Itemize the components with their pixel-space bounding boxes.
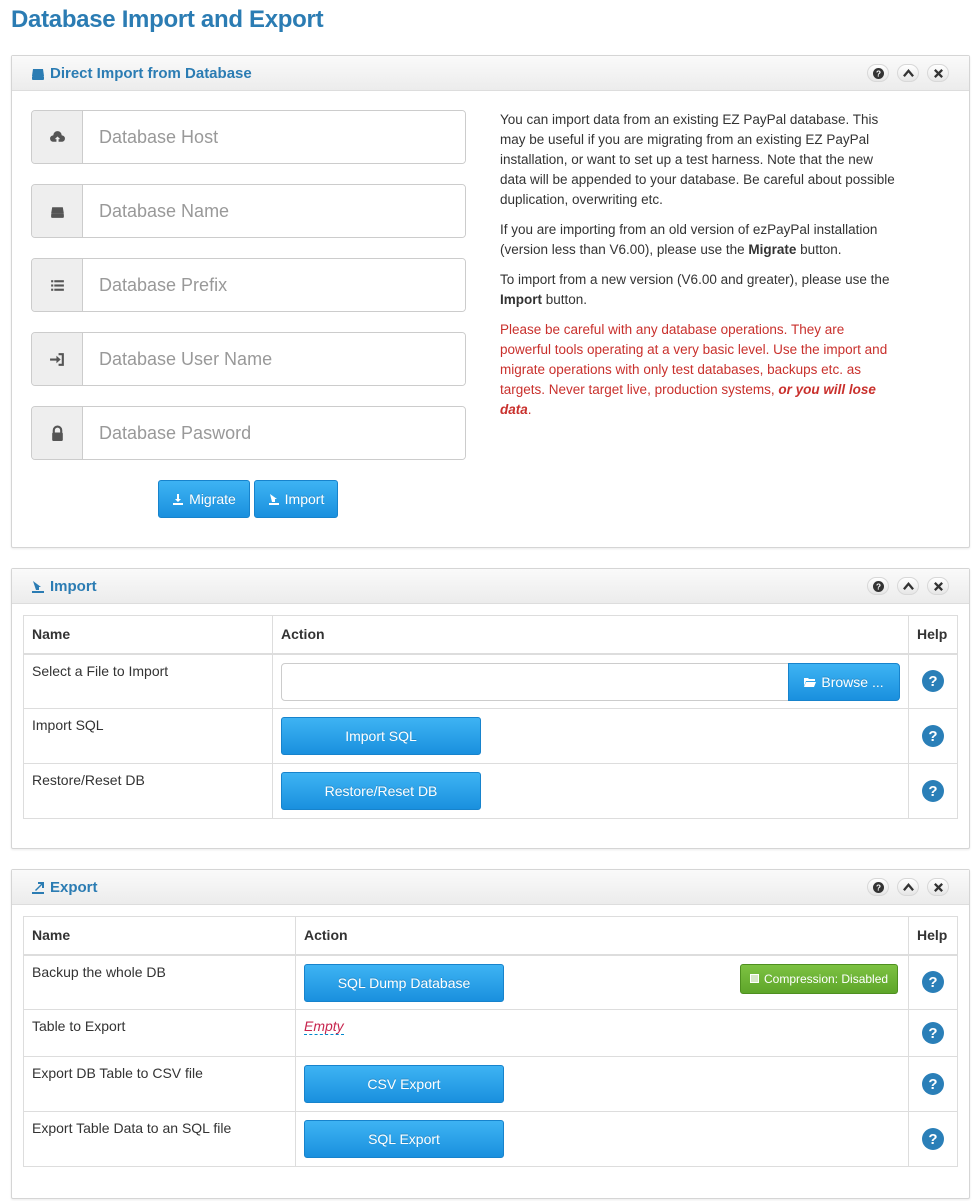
panel-title-text: Import (50, 578, 97, 595)
button-label: CSV Export (367, 1076, 441, 1092)
help-paragraph: You can import data from an existing EZ PayPal database. This may be useful if you are migrating from an existing EZ PayPal installation, or want to set up a test harness. Note that the new data will be appended to your database. Be careful about possible duplication, overwriting etc. (500, 112, 895, 207)
list-icon (49, 277, 66, 294)
column-header: Name (24, 616, 273, 654)
panel-title-text: Export (50, 879, 98, 896)
browse-button[interactable] (788, 663, 900, 701)
close-icon (933, 581, 944, 592)
button-label: SQL Dump Database (337, 974, 471, 991)
db-name-input[interactable] (83, 185, 465, 237)
direct-import-help (500, 110, 895, 430)
migrate-label: Migrate (189, 491, 236, 507)
help-icon[interactable]: ? (922, 780, 944, 802)
table-row (24, 955, 958, 1010)
close-tool-button[interactable] (927, 878, 949, 896)
help-tool-button[interactable] (867, 577, 889, 595)
file-path-input[interactable] (281, 663, 789, 701)
help-icon[interactable]: ? (922, 971, 944, 993)
warning-paragraph: Please be careful with any database operations. They are powerful tools operating at a very basic level. Use the import and migrate operations with only test databases, backups etc. as targets. Never target live, production systems, or you will lose data. (500, 322, 888, 417)
migrate-button[interactable] (158, 480, 250, 518)
db-password-group (31, 406, 466, 460)
panel-header (12, 569, 969, 604)
db-prefix-group (31, 258, 466, 312)
direct-import-panel (11, 55, 970, 548)
button-label: Import SQL (345, 728, 417, 744)
db-user-input[interactable] (83, 333, 465, 385)
column-header: Action (273, 616, 909, 654)
help-icon[interactable]: ? (922, 725, 944, 747)
checkbox-icon (750, 974, 759, 983)
download-icon (172, 493, 184, 505)
db-password-input[interactable] (83, 407, 465, 459)
collapse-tool-button[interactable] (897, 64, 919, 82)
db-host-input[interactable] (83, 111, 465, 163)
row-name: Restore/Reset DB (24, 764, 273, 819)
question-icon (873, 882, 884, 893)
import-button[interactable] (254, 480, 338, 518)
import-table (23, 615, 958, 819)
close-icon (933, 882, 944, 893)
import-sql-button[interactable] (281, 717, 481, 755)
button-label: Restore/Reset DB (324, 783, 438, 799)
svg-text:?: ? (875, 882, 881, 892)
row-name: Backup the whole DB (24, 955, 296, 1010)
hdd-icon (31, 67, 45, 81)
export-icon (31, 881, 45, 895)
row-name: Export DB Table to CSV file (24, 1057, 296, 1112)
import-label: Import (284, 491, 325, 507)
compression-toggle[interactable] (740, 964, 898, 994)
collapse-tool-button[interactable] (897, 878, 919, 896)
column-header: Action (296, 917, 909, 955)
help-paragraph: If you are importing from an old version of ezPayPal installation (version less than V6.00), please use the Migrate button. (500, 222, 878, 257)
db-user-group (31, 332, 466, 386)
table-header-row (24, 616, 958, 654)
button-label: SQL Export (368, 1131, 440, 1147)
table-row (24, 764, 958, 819)
compression-label: Compression: Disabled (764, 971, 889, 986)
db-prefix-input[interactable] (83, 259, 465, 311)
table-row (24, 1112, 958, 1167)
db-name-group (31, 184, 466, 238)
cloud-upload-icon (49, 129, 66, 146)
panel-title-text: Direct Import from Database (50, 65, 252, 82)
help-icon[interactable]: ? (922, 1022, 944, 1044)
svg-text:?: ? (875, 68, 881, 78)
page-title: Database Import and Export (11, 6, 324, 33)
import-icon (31, 580, 45, 594)
close-icon (933, 68, 944, 79)
chevron-up-icon (903, 581, 914, 592)
table-row (24, 654, 958, 709)
panel-title (31, 65, 252, 82)
help-icon[interactable]: ? (922, 1073, 944, 1095)
question-icon (873, 581, 884, 592)
table-select-link[interactable]: Empty (304, 1018, 344, 1034)
svg-text:?: ? (875, 581, 881, 591)
column-header: Name (24, 917, 296, 955)
row-name: Export Table Data to an SQL file (24, 1112, 296, 1167)
close-tool-button[interactable] (927, 577, 949, 595)
table-header-row (24, 917, 958, 955)
sql-dump-button[interactable] (304, 964, 504, 1002)
csv-export-button[interactable] (304, 1065, 504, 1103)
help-tool-button[interactable] (867, 64, 889, 82)
column-header: Help (909, 616, 958, 654)
help-icon[interactable]: ? (922, 670, 944, 692)
export-panel (11, 869, 970, 1199)
collapse-tool-button[interactable] (897, 577, 919, 595)
hdd-icon (49, 203, 66, 220)
sql-export-button[interactable] (304, 1120, 504, 1158)
restore-reset-button[interactable] (281, 772, 481, 810)
table-row (24, 709, 958, 764)
panel-title (31, 879, 98, 896)
row-name: Import SQL (24, 709, 273, 764)
db-host-group (31, 110, 466, 164)
column-header: Help (909, 917, 958, 955)
question-icon (873, 68, 884, 79)
import-icon (268, 493, 280, 505)
panel-title (31, 578, 97, 595)
browse-label: Browse ... (821, 673, 884, 690)
row-name: Table to Export (24, 1010, 296, 1057)
chevron-up-icon (903, 882, 914, 893)
help-tool-button[interactable] (867, 878, 889, 896)
table-row (24, 1010, 958, 1057)
sign-in-icon (49, 351, 66, 368)
panel-header (12, 870, 969, 905)
close-tool-button[interactable] (927, 64, 949, 82)
folder-open-icon (804, 676, 816, 688)
table-row (24, 1057, 958, 1112)
lock-icon (49, 425, 66, 442)
chevron-up-icon (903, 68, 914, 79)
help-paragraph: To import from a new version (V6.00 and greater), please use the Import button. (500, 272, 890, 307)
panel-header (12, 56, 969, 91)
export-table (23, 916, 958, 1167)
row-name: Select a File to Import (24, 654, 273, 709)
help-icon[interactable]: ? (922, 1128, 944, 1150)
import-panel (11, 568, 970, 849)
